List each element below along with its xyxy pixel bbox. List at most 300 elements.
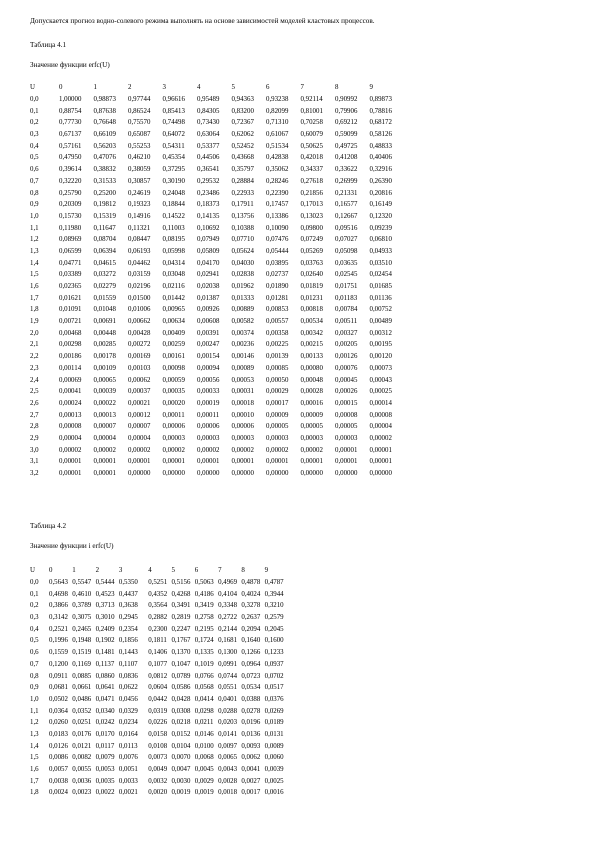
value-cell: 0,0766 — [194, 672, 214, 680]
value-cell: 0,0016 — [264, 789, 284, 797]
value-cell: 0,00021 — [128, 399, 151, 407]
value-cell: 0,24048 — [162, 189, 185, 197]
value-cell: 0,82099 — [266, 107, 289, 115]
value-cell: 0,94363 — [231, 96, 254, 104]
value-cell: 0,62062 — [231, 131, 254, 139]
value-cell: 0,30190 — [162, 177, 185, 185]
value-cell: 0,00002 — [300, 446, 323, 454]
value-cell: 0,41208 — [335, 154, 358, 162]
value-cell: 0,87638 — [93, 107, 116, 115]
row-label-cell: 0,8 — [30, 189, 39, 197]
value-cell: 0,0376 — [264, 695, 284, 703]
value-cell: 0,01819 — [300, 283, 323, 291]
table-row — [30, 129, 404, 141]
value-cell: 0,3638 — [118, 602, 138, 610]
value-cell: 0,0242 — [95, 719, 115, 727]
value-cell: 0,38832 — [93, 166, 116, 174]
value-cell: 0,35062 — [266, 166, 289, 174]
value-cell: 0,00001 — [266, 458, 289, 466]
value-cell: 0,0288 — [218, 707, 238, 715]
value-cell: 0,0836 — [118, 672, 138, 680]
value-cell: 0,1681 — [218, 637, 238, 645]
row-label-cell: 0,4 — [30, 142, 39, 150]
value-cell: 1,00000 — [59, 96, 82, 104]
value-cell: 0,2247 — [171, 625, 191, 633]
value-cell: 0,0022 — [95, 789, 115, 797]
value-cell: 0,00003 — [231, 434, 254, 442]
value-cell: 0,0126 — [49, 742, 68, 750]
value-cell: 0,25200 — [93, 189, 116, 197]
value-cell: 0,00000 — [128, 470, 151, 478]
value-cell: 0,0021 — [118, 789, 138, 797]
table-header-row — [30, 565, 288, 577]
value-cell: 0,0035 — [95, 777, 115, 785]
table-row — [30, 409, 404, 421]
value-cell: 0,0019 — [171, 789, 191, 797]
value-cell: 0,00004 — [59, 434, 82, 442]
table-row — [30, 588, 288, 600]
row-label-cell: 0,3 — [30, 614, 39, 622]
value-cell: 0,00534 — [300, 318, 323, 326]
table-row — [30, 421, 404, 433]
value-cell: 0,0352 — [72, 707, 92, 715]
value-cell: 0,4523 — [95, 590, 115, 598]
value-cell: 0,0152 — [171, 730, 191, 738]
value-cell: 0,0964 — [241, 660, 261, 668]
row-label-cell: 1,2 — [30, 236, 39, 244]
value-cell: 0,0047 — [171, 766, 191, 774]
value-cell: 0,1481 — [95, 649, 115, 657]
header-cell: 0 — [59, 84, 63, 92]
value-cell: 0,4268 — [171, 590, 191, 598]
value-cell: 0,00120 — [369, 353, 392, 361]
value-cell: 0,21856 — [300, 189, 323, 197]
value-cell: 0,0076 — [118, 754, 138, 762]
value-cell: 0,3348 — [218, 602, 238, 610]
value-cell: 0,1856 — [118, 637, 138, 645]
row-label-cell: 1,4 — [30, 259, 39, 267]
value-cell: 0,20816 — [369, 189, 392, 197]
value-cell: 0,1169 — [72, 660, 91, 668]
value-cell: 0,00039 — [93, 388, 116, 396]
table-row — [30, 647, 288, 659]
table-row — [30, 682, 288, 694]
value-cell: 0,00582 — [231, 318, 254, 326]
value-cell: 0,0812 — [148, 672, 168, 680]
value-cell: 0,01091 — [59, 306, 82, 314]
value-cell: 0,00025 — [369, 388, 392, 396]
table-row — [30, 246, 404, 258]
row-label-cell: 0,5 — [30, 637, 39, 645]
row-label-cell: 1,1 — [30, 224, 39, 232]
table-row — [30, 752, 288, 764]
value-cell: 0,5350 — [118, 579, 138, 587]
value-cell: 0,00000 — [197, 470, 220, 478]
row-label-cell: 1,1 — [30, 707, 39, 715]
value-cell: 0,01962 — [231, 283, 254, 291]
value-cell: 0,71310 — [266, 119, 289, 127]
value-cell: 0,56203 — [93, 142, 116, 150]
header-cell: 1 — [93, 84, 97, 92]
value-cell: 0,00002 — [128, 446, 151, 454]
value-cell: 0,00195 — [369, 341, 392, 349]
value-cell: 0,00076 — [335, 364, 358, 372]
value-cell: 0,1233 — [264, 649, 284, 657]
value-cell: 0,0131 — [264, 730, 284, 738]
value-cell: 0,09239 — [369, 224, 392, 232]
value-cell: 0,34337 — [300, 166, 323, 174]
value-cell: 0,4610 — [72, 590, 92, 598]
value-cell: 0,0018 — [218, 789, 238, 797]
row-label-cell: 0,2 — [30, 119, 39, 127]
value-cell: 0,01333 — [231, 294, 254, 302]
value-cell: 0,0100 — [194, 742, 214, 750]
value-cell: 0,00001 — [369, 446, 392, 454]
row-label-cell: 0,3 — [30, 131, 39, 139]
value-cell: 0,00000 — [300, 470, 323, 478]
value-cell: 0,3278 — [241, 602, 261, 610]
value-cell: 0,07027 — [335, 236, 358, 244]
value-cell: 0,0045 — [194, 766, 214, 774]
value-cell: 0,0020 — [148, 789, 168, 797]
value-cell: 0,0062 — [241, 754, 261, 762]
header-cell: 9 — [369, 84, 373, 92]
value-cell: 0,0033 — [118, 777, 138, 785]
value-cell: 0,26390 — [369, 177, 392, 185]
value-cell: 0,5547 — [72, 579, 92, 587]
table-row — [30, 105, 404, 117]
ierfc-table — [30, 565, 288, 799]
table-row — [30, 339, 404, 351]
value-cell: 0,00161 — [162, 353, 185, 361]
value-cell: 0,2195 — [194, 625, 214, 633]
value-cell: 0,15319 — [93, 212, 116, 220]
value-cell: 0,0049 — [148, 766, 168, 774]
value-cell: 0,00041 — [59, 388, 82, 396]
value-cell: 0,00004 — [93, 434, 116, 442]
value-cell: 0,10692 — [197, 224, 220, 232]
value-cell: 0,1335 — [194, 649, 214, 657]
value-cell: 0,2465 — [72, 625, 92, 633]
value-cell: 0,0082 — [72, 754, 92, 762]
value-cell: 0,00298 — [59, 341, 82, 349]
value-cell: 0,3713 — [95, 602, 115, 610]
value-cell: 0,00608 — [197, 318, 220, 326]
value-cell: 0,92114 — [300, 96, 323, 104]
value-cell: 0,0211 — [194, 719, 214, 727]
value-cell: 0,2300 — [148, 625, 168, 633]
table-row — [30, 140, 404, 152]
value-cell: 0,98873 — [93, 96, 116, 104]
value-cell: 0,4024 — [241, 590, 261, 598]
value-cell: 0,31533 — [93, 177, 116, 185]
value-cell: 0,1137 — [95, 660, 115, 668]
value-cell: 0,00006 — [197, 423, 220, 431]
value-cell: 0,17911 — [231, 201, 254, 209]
value-cell: 0,0065 — [218, 754, 238, 762]
value-cell: 0,03272 — [93, 271, 116, 279]
value-cell: 0,01442 — [162, 294, 185, 302]
value-cell: 0,00965 — [162, 306, 185, 314]
value-cell: 0,38059 — [128, 166, 151, 174]
table1-caption: Таблица 4.1 — [30, 41, 67, 49]
row-label-cell: 0,9 — [30, 201, 39, 209]
value-cell: 0,00342 — [300, 329, 323, 337]
value-cell: 0,2144 — [218, 625, 238, 633]
value-cell: 0,4437 — [118, 590, 138, 598]
value-cell: 0,0051 — [118, 766, 138, 774]
table-row — [30, 351, 404, 363]
value-cell: 0,0057 — [49, 766, 68, 774]
value-cell: 0,0023 — [72, 789, 92, 797]
value-cell: 0,02365 — [59, 283, 82, 291]
header-cell: 8 — [241, 567, 245, 575]
table-row — [30, 363, 404, 375]
value-cell: 0,00001 — [59, 458, 82, 466]
value-cell: 0,0164 — [118, 730, 138, 738]
value-cell: 0,00002 — [93, 446, 116, 454]
value-cell: 0,11003 — [162, 224, 185, 232]
value-cell: 0,0622 — [118, 684, 138, 692]
value-cell: 0,4186 — [194, 590, 214, 598]
value-cell: 0,00327 — [335, 329, 358, 337]
value-cell: 0,3075 — [72, 614, 92, 622]
value-cell: 0,04030 — [231, 259, 254, 267]
value-cell: 0,00065 — [93, 376, 116, 384]
value-cell: 0,00001 — [197, 458, 220, 466]
value-cell: 0,0428 — [171, 695, 191, 703]
value-cell: 0,37295 — [162, 166, 185, 174]
value-cell: 0,83200 — [231, 107, 254, 115]
value-cell: 0,00448 — [93, 329, 116, 337]
value-cell: 0,00247 — [197, 341, 220, 349]
value-cell: 0,00178 — [93, 353, 116, 361]
value-cell: 0,00073 — [369, 364, 392, 372]
value-cell: 0,00215 — [300, 341, 323, 349]
header-cell: 1 — [72, 567, 76, 575]
value-cell: 0,0568 — [194, 684, 214, 692]
value-cell: 0,2094 — [241, 625, 261, 633]
value-cell: 0,0486 — [72, 695, 92, 703]
value-cell: 0,77730 — [59, 119, 82, 127]
value-cell: 0,00001 — [93, 458, 116, 466]
value-cell: 0,0226 — [148, 719, 168, 727]
value-cell: 0,0117 — [95, 742, 115, 750]
value-cell: 0,12667 — [335, 212, 358, 220]
value-cell: 0,00002 — [162, 446, 185, 454]
table-row — [30, 577, 288, 589]
value-cell: 0,16577 — [335, 201, 358, 209]
value-cell: 0,90992 — [335, 96, 358, 104]
value-cell: 0,00002 — [197, 446, 220, 454]
table-row — [30, 176, 404, 188]
header-cell: 2 — [128, 84, 132, 92]
row-label-cell: 2,5 — [30, 388, 39, 396]
value-cell: 0,0991 — [218, 660, 238, 668]
value-cell: 0,0060 — [264, 754, 284, 762]
value-cell: 0,1200 — [49, 660, 68, 668]
value-cell: 0,00489 — [369, 318, 392, 326]
value-cell: 0,3491 — [171, 602, 191, 610]
value-cell: 0,00089 — [231, 364, 254, 372]
value-cell: 0,00004 — [128, 434, 151, 442]
value-cell: 0,00003 — [300, 434, 323, 442]
row-label-cell: 1,3 — [30, 247, 39, 255]
table2-caption: Таблица 4.2 — [30, 522, 67, 530]
value-cell: 0,2722 — [218, 614, 238, 622]
value-cell: 0,00001 — [231, 458, 254, 466]
row-label-cell: 1,6 — [30, 766, 39, 774]
value-cell: 0,10090 — [266, 224, 289, 232]
value-cell: 0,93238 — [266, 96, 289, 104]
value-cell: 0,0414 — [194, 695, 214, 703]
value-cell: 0,00020 — [162, 399, 185, 407]
value-cell: 0,61067 — [266, 131, 289, 139]
value-cell: 0,00037 — [128, 388, 151, 396]
header-cell: 4 — [197, 84, 201, 92]
value-cell: 0,02116 — [162, 283, 185, 291]
value-cell: 0,18844 — [162, 201, 185, 209]
value-cell: 0,00374 — [231, 329, 254, 337]
value-cell: 0,0097 — [218, 742, 238, 750]
value-cell: 0,46210 — [128, 154, 151, 162]
value-cell: 0,0723 — [241, 672, 261, 680]
value-cell: 0,51534 — [266, 142, 289, 150]
value-cell: 0,03895 — [266, 259, 289, 267]
value-cell: 0,0681 — [49, 684, 68, 692]
table-row — [30, 635, 288, 647]
value-cell: 0,00001 — [162, 458, 185, 466]
value-cell: 0,0029 — [194, 777, 214, 785]
table-row — [30, 623, 288, 635]
value-cell: 0,03048 — [162, 271, 185, 279]
value-cell: 0,1047 — [171, 660, 191, 668]
value-cell: 0,00015 — [335, 399, 358, 407]
value-cell: 0,88754 — [59, 107, 82, 115]
row-label-cell: 0,5 — [30, 154, 39, 162]
value-cell: 0,02196 — [128, 283, 151, 291]
value-cell: 0,0086 — [49, 754, 68, 762]
row-label-cell: 1,8 — [30, 789, 39, 797]
table-row — [30, 600, 288, 612]
value-cell: 0,00784 — [335, 306, 358, 314]
value-cell: 0,04314 — [162, 259, 185, 267]
value-cell: 0,00005 — [335, 423, 358, 431]
value-cell: 0,23486 — [197, 189, 220, 197]
value-cell: 0,64072 — [162, 131, 185, 139]
header-cell: 8 — [335, 84, 339, 92]
table-row — [30, 468, 404, 480]
value-cell: 0,00691 — [93, 318, 116, 326]
value-cell: 0,1519 — [72, 649, 92, 657]
value-cell: 0,43668 — [231, 154, 254, 162]
value-cell: 0,04170 — [197, 259, 220, 267]
table-row — [30, 94, 404, 106]
value-cell: 0,0534 — [241, 684, 261, 692]
value-cell: 0,5156 — [171, 579, 191, 587]
value-cell: 0,00511 — [335, 318, 358, 326]
value-cell: 0,00358 — [266, 329, 289, 337]
row-label-cell: 0,1 — [30, 590, 39, 598]
value-cell: 0,4787 — [264, 579, 284, 587]
value-cell: 0,01231 — [300, 294, 323, 302]
row-label-cell: 2,6 — [30, 399, 39, 407]
value-cell: 0,02545 — [335, 271, 358, 279]
table-row — [30, 327, 404, 339]
value-cell: 0,0070 — [171, 754, 191, 762]
value-cell: 0,03510 — [369, 259, 392, 267]
value-cell: 0,11647 — [93, 224, 116, 232]
value-cell: 0,0789 — [171, 672, 191, 680]
value-cell: 0,0030 — [171, 777, 191, 785]
table1-subtitle: Значение функции erfc(U) — [30, 61, 110, 69]
value-cell: 0,0027 — [241, 777, 261, 785]
value-cell: 0,00001 — [335, 458, 358, 466]
table-row — [30, 775, 288, 787]
value-cell: 0,0068 — [194, 754, 214, 762]
row-label-cell: 0,9 — [30, 684, 39, 692]
row-label-cell: 1,5 — [30, 754, 39, 762]
value-cell: 0,0308 — [171, 707, 191, 715]
row-label-cell: 3,1 — [30, 458, 39, 466]
value-cell: 0,0401 — [218, 695, 238, 703]
row-label-cell: 1,9 — [30, 318, 39, 326]
value-cell: 0,27618 — [300, 177, 323, 185]
value-cell: 0,74498 — [162, 119, 185, 127]
table-row — [30, 444, 404, 456]
value-cell: 0,0641 — [95, 684, 115, 692]
value-cell: 0,09516 — [335, 224, 358, 232]
value-cell: 0,16149 — [369, 201, 392, 209]
value-cell: 0,00285 — [93, 341, 116, 349]
value-cell: 0,25790 — [59, 189, 82, 197]
value-cell: 0,20309 — [59, 201, 82, 209]
value-cell: 0,00053 — [231, 376, 254, 384]
value-cell: 0,30857 — [128, 177, 151, 185]
value-cell: 0,0028 — [218, 777, 238, 785]
value-cell: 0,5643 — [49, 579, 68, 587]
header-cell: 7 — [300, 84, 304, 92]
table-row — [30, 740, 288, 752]
row-label-cell: 1,8 — [30, 306, 39, 314]
value-cell: 0,0055 — [72, 766, 92, 774]
value-cell: 0,2045 — [264, 625, 284, 633]
value-cell: 0,32916 — [369, 166, 392, 174]
header-cell: 2 — [95, 567, 100, 575]
value-cell: 0,0183 — [49, 730, 68, 738]
value-cell: 0,00103 — [128, 364, 151, 372]
value-cell: 0,00001 — [59, 470, 82, 478]
row-label-cell: 2,2 — [30, 353, 39, 361]
value-cell: 0,15730 — [59, 212, 82, 220]
value-cell: 0,06394 — [93, 247, 116, 255]
value-cell: 0,1559 — [49, 649, 68, 657]
value-cell: 0,1443 — [118, 649, 138, 657]
value-cell: 0,52452 — [231, 142, 254, 150]
value-cell: 0,00169 — [128, 353, 151, 361]
value-cell: 0,0093 — [241, 742, 261, 750]
row-label-cell: 0,1 — [30, 107, 39, 115]
value-cell: 0,85413 — [162, 107, 185, 115]
value-cell: 0,5063 — [194, 579, 214, 587]
value-cell: 0,0517 — [264, 684, 284, 692]
value-cell: 0,95489 — [197, 96, 220, 104]
value-cell: 0,1902 — [95, 637, 115, 645]
row-label-cell: 1,3 — [30, 730, 39, 738]
value-cell: 0,03159 — [128, 271, 151, 279]
value-cell: 0,00557 — [266, 318, 289, 326]
value-cell: 0,05998 — [162, 247, 185, 255]
